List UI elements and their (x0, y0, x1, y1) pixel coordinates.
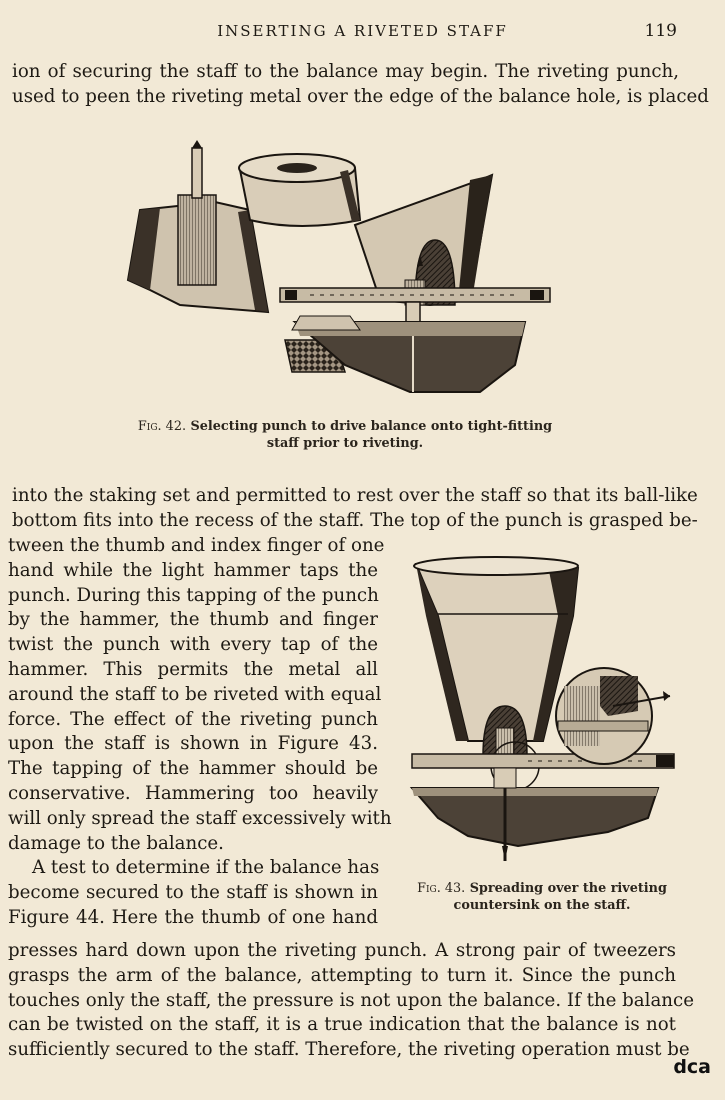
figure-43-caption (404, 880, 680, 914)
text-line: bottom fits into the recess of the staff. The top of the punch is grasped be- (12, 509, 698, 531)
text-line: sufficiently secured to the staff. Therefore, the riveting operation must be (8, 1039, 690, 1061)
figure-42-caption (120, 418, 570, 452)
text-line: grasps the arm of the balance, attempting to turn it. Since the punch (8, 964, 676, 986)
text-line: can be twisted on the staff, it is a true indication that the balance is not (8, 1014, 676, 1036)
text-line: Figure 44. Here the thumb of one hand (8, 906, 378, 928)
watermark-text: dca (673, 1056, 711, 1078)
caption-text: staff prior to riveting. (266, 436, 424, 451)
text-line: hand while the light hammer taps the (8, 559, 378, 581)
running-header: INSERTING A RIVETED STAFF (217, 22, 508, 40)
text-line: twist the punch with every tap of the (8, 634, 378, 656)
paragraph-1 (12, 60, 709, 110)
text-line: will only spread the staff excessively with (8, 807, 392, 829)
text-line: upon the staff is shown in Figure 43. (8, 733, 378, 755)
text-line: punch. During this tapping of the punch (8, 584, 379, 606)
caption-text: Spreading over the riveting (469, 881, 667, 896)
figure-43-label: Fig. 43. (417, 881, 466, 896)
text-line: force. The effect of the riveting punch (8, 708, 378, 730)
text-line: into the staking set and permitted to rest over the staff so that its ball-like (12, 485, 698, 506)
page-number: 119 (644, 21, 677, 41)
text-line: A test to determine if the balance has (32, 857, 380, 879)
text-line: presses hard down upon the riveting punch. A strong pair of tweezers (8, 940, 676, 961)
text-line: damage to the balance. (8, 832, 224, 854)
paragraph-2 (12, 484, 698, 534)
caption-text: Selecting punch to drive balance onto tight-fitting (190, 419, 553, 434)
paragraph-4 (8, 939, 694, 1063)
text-line: around the staff to be riveted with equal (8, 683, 382, 705)
paragraph-3 (8, 534, 392, 931)
text-line: used to peen the riveting metal over the edge of the balance hole, is placed (12, 85, 709, 107)
text-line: by the hammer, the thumb and finger (8, 609, 378, 631)
text-line: tween the thumb and index finger of one (8, 535, 385, 556)
text-line: The tapping of the hammer should be (8, 758, 378, 780)
text-line: ion of securing the staff to the balance may begin. The riveting punch, (12, 61, 679, 82)
figure-42-illustration (120, 140, 560, 400)
text-line: conservative. Hammering too heavily (8, 782, 378, 804)
caption-text: countersink on the staff. (453, 898, 631, 913)
text-line: hammer. This permits the metal all (8, 658, 378, 680)
text-line: become secured to the staff is shown in (8, 882, 378, 904)
text-line: touches only the staff, the pressure is not upon the balance. If the balance (8, 989, 694, 1011)
figure-42-label: Fig. 42. (137, 419, 187, 434)
figure-43-illustration (408, 556, 680, 870)
